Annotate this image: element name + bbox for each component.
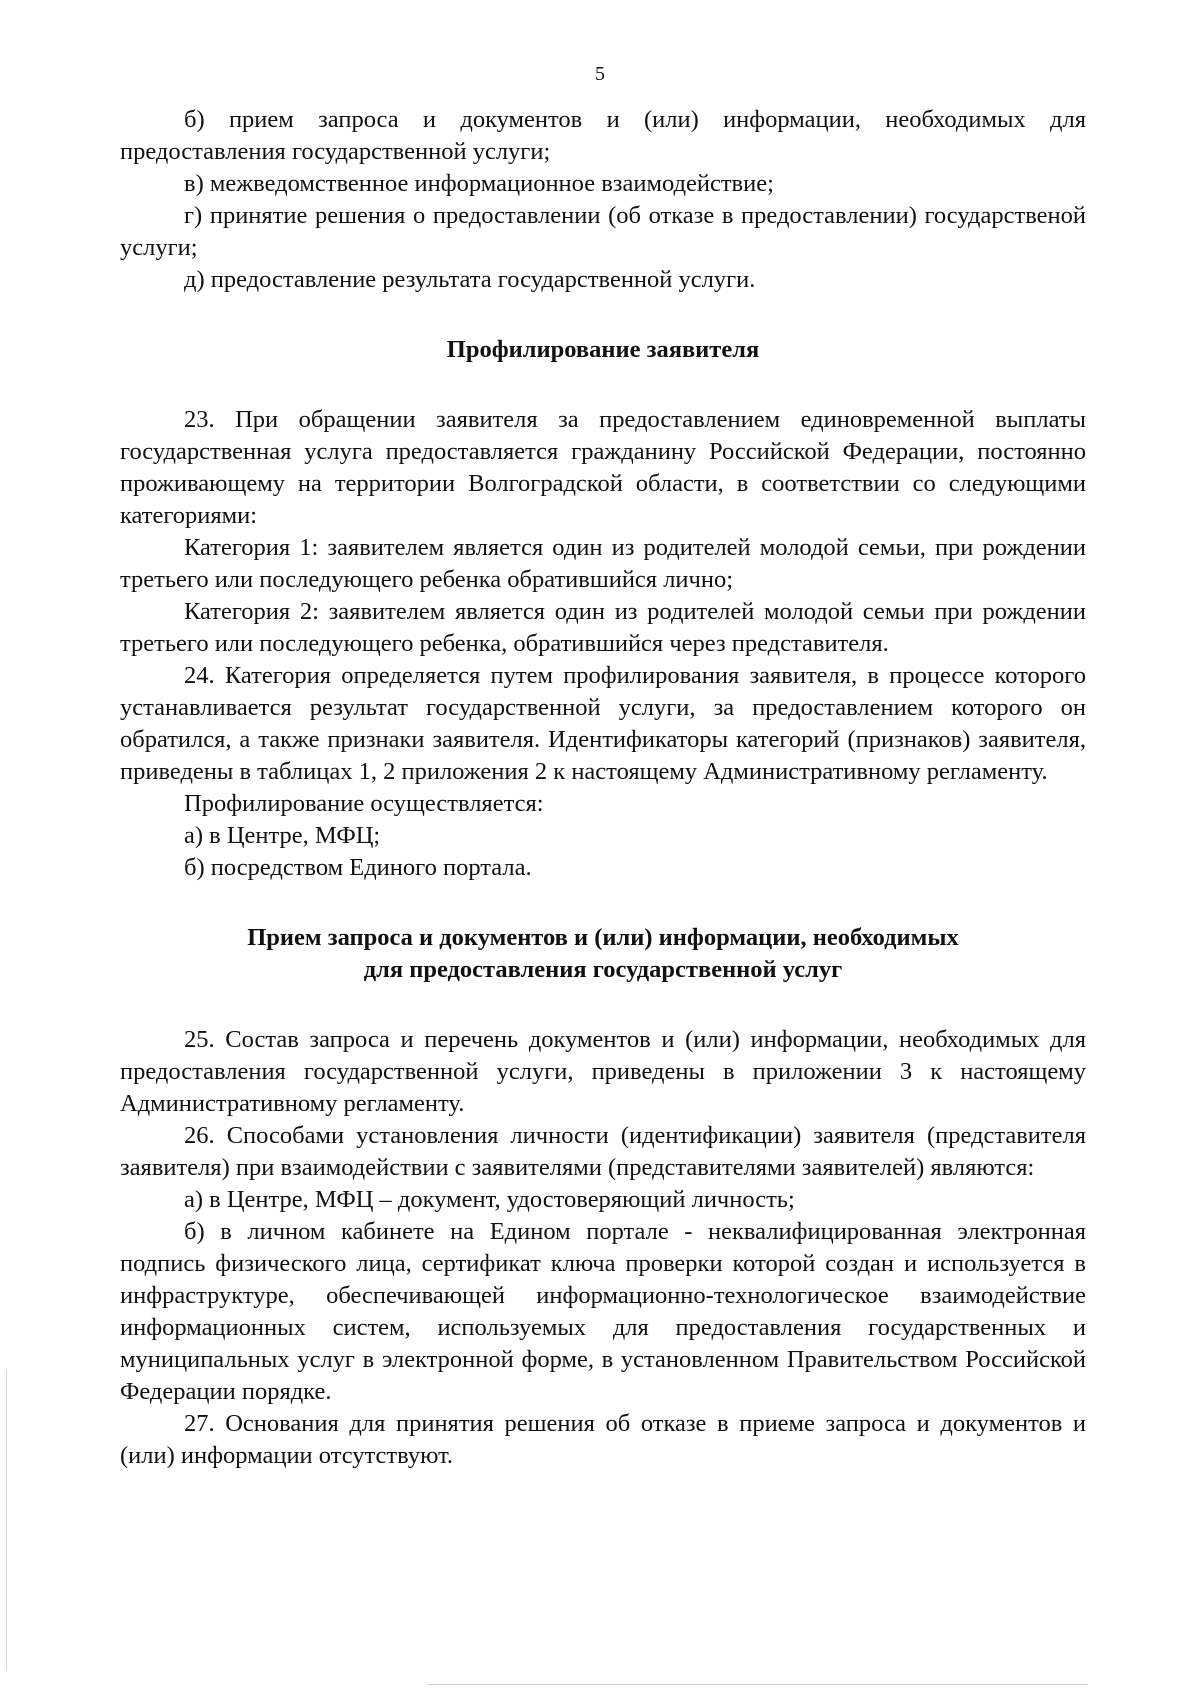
paragraph-27: 27. Основания для принятия решения об отказе в приеме запроса и документов и (или) информации отсутствуют. bbox=[120, 1410, 1086, 1469]
scan-edge-line bbox=[6, 1370, 7, 1670]
identification-item-a: а) в Центре, МФЦ – документ, удостоверяющий личность; bbox=[184, 1186, 795, 1213]
section-heading-request bbox=[120, 922, 1086, 986]
page-number: 5 bbox=[595, 63, 605, 85]
list-item-d: д) предоставление результата государственной услуги. bbox=[184, 266, 756, 293]
list-item-v: в) межведомственное информационное взаимодействие; bbox=[184, 170, 774, 197]
paragraph-25: 25. Состав запроса и перечень документов и (или) информации, необходимых для предоставления государственной услуги, приведены в приложении 3 к настоящему Административному регламенту. bbox=[120, 1026, 1086, 1117]
section-heading-request-line-2: для предоставления государственной услуг bbox=[363, 956, 843, 983]
paragraph-23: 23. При обращении заявителя за предоставлением единовременной выплаты государственная услуга предоставляется гражданину Российской Федерации, постоянно проживающему на территории Волгоградской области, в соответствии со следующими категориями: bbox=[120, 406, 1086, 529]
document-body bbox=[120, 104, 1086, 1472]
identification-item-b: б) в личном кабинете на Едином портале - неквалифицированная электронная подпись физического лица, сертификат ключа проверки которой создан и используется в инфраструктуре, обеспечивающей информационно-технологическое взаимодействие информационных систем, используемых для предоставления государственных и муниципальных услуг в электронной форме, в установленном Правительством Российской Федерации порядке. bbox=[120, 1218, 1086, 1405]
category-1: Категория 1: заявителем является один из родителей молодой семьи, при рождении третьего или последующего ребенка обратившийся лично; bbox=[120, 534, 1086, 593]
section-heading-profiling: Профилирование заявителя bbox=[446, 336, 760, 363]
profiling-item-b: б) посредством Единого портала. bbox=[184, 854, 532, 881]
bottom-rule bbox=[428, 1684, 1088, 1685]
paragraph-24: 24. Категория определяется путем профилирования заявителя, в процессе которого устанавливается результат государственной услуги, за предоставлением которого он обратился, а также признаки заявителя. Идентификаторы категорий (признаков) заявителя, приведены в таблицах 1, 2 приложения 2 к настоящему Административному регламенту. bbox=[120, 662, 1086, 785]
category-2: Категория 2: заявителем является один из родителей молодой семьи при рождении третьего или последующего ребенка, обратившийся через представителя. bbox=[120, 598, 1086, 657]
section-heading-request-line-1: Прием запроса и документов и (или) информации, необходимых bbox=[247, 924, 959, 951]
list-item-b: б) прием запроса и документов и (или) информации, необходимых для предоставления государственной услуги; bbox=[120, 106, 1086, 165]
list-item-g: г) принятие решения о предоставлении (об отказе в предоставлении) государственой услуги; bbox=[120, 202, 1086, 261]
paragraph-26: 26. Способами установления личности (идентификации) заявителя (представителя заявителя) при взаимодействии с заявителями (представителями заявителей) являются: bbox=[120, 1122, 1086, 1181]
profiling-item-a: а) в Центре, МФЦ; bbox=[184, 822, 381, 849]
profiling-intro: Профилирование осуществляется: bbox=[184, 790, 544, 817]
